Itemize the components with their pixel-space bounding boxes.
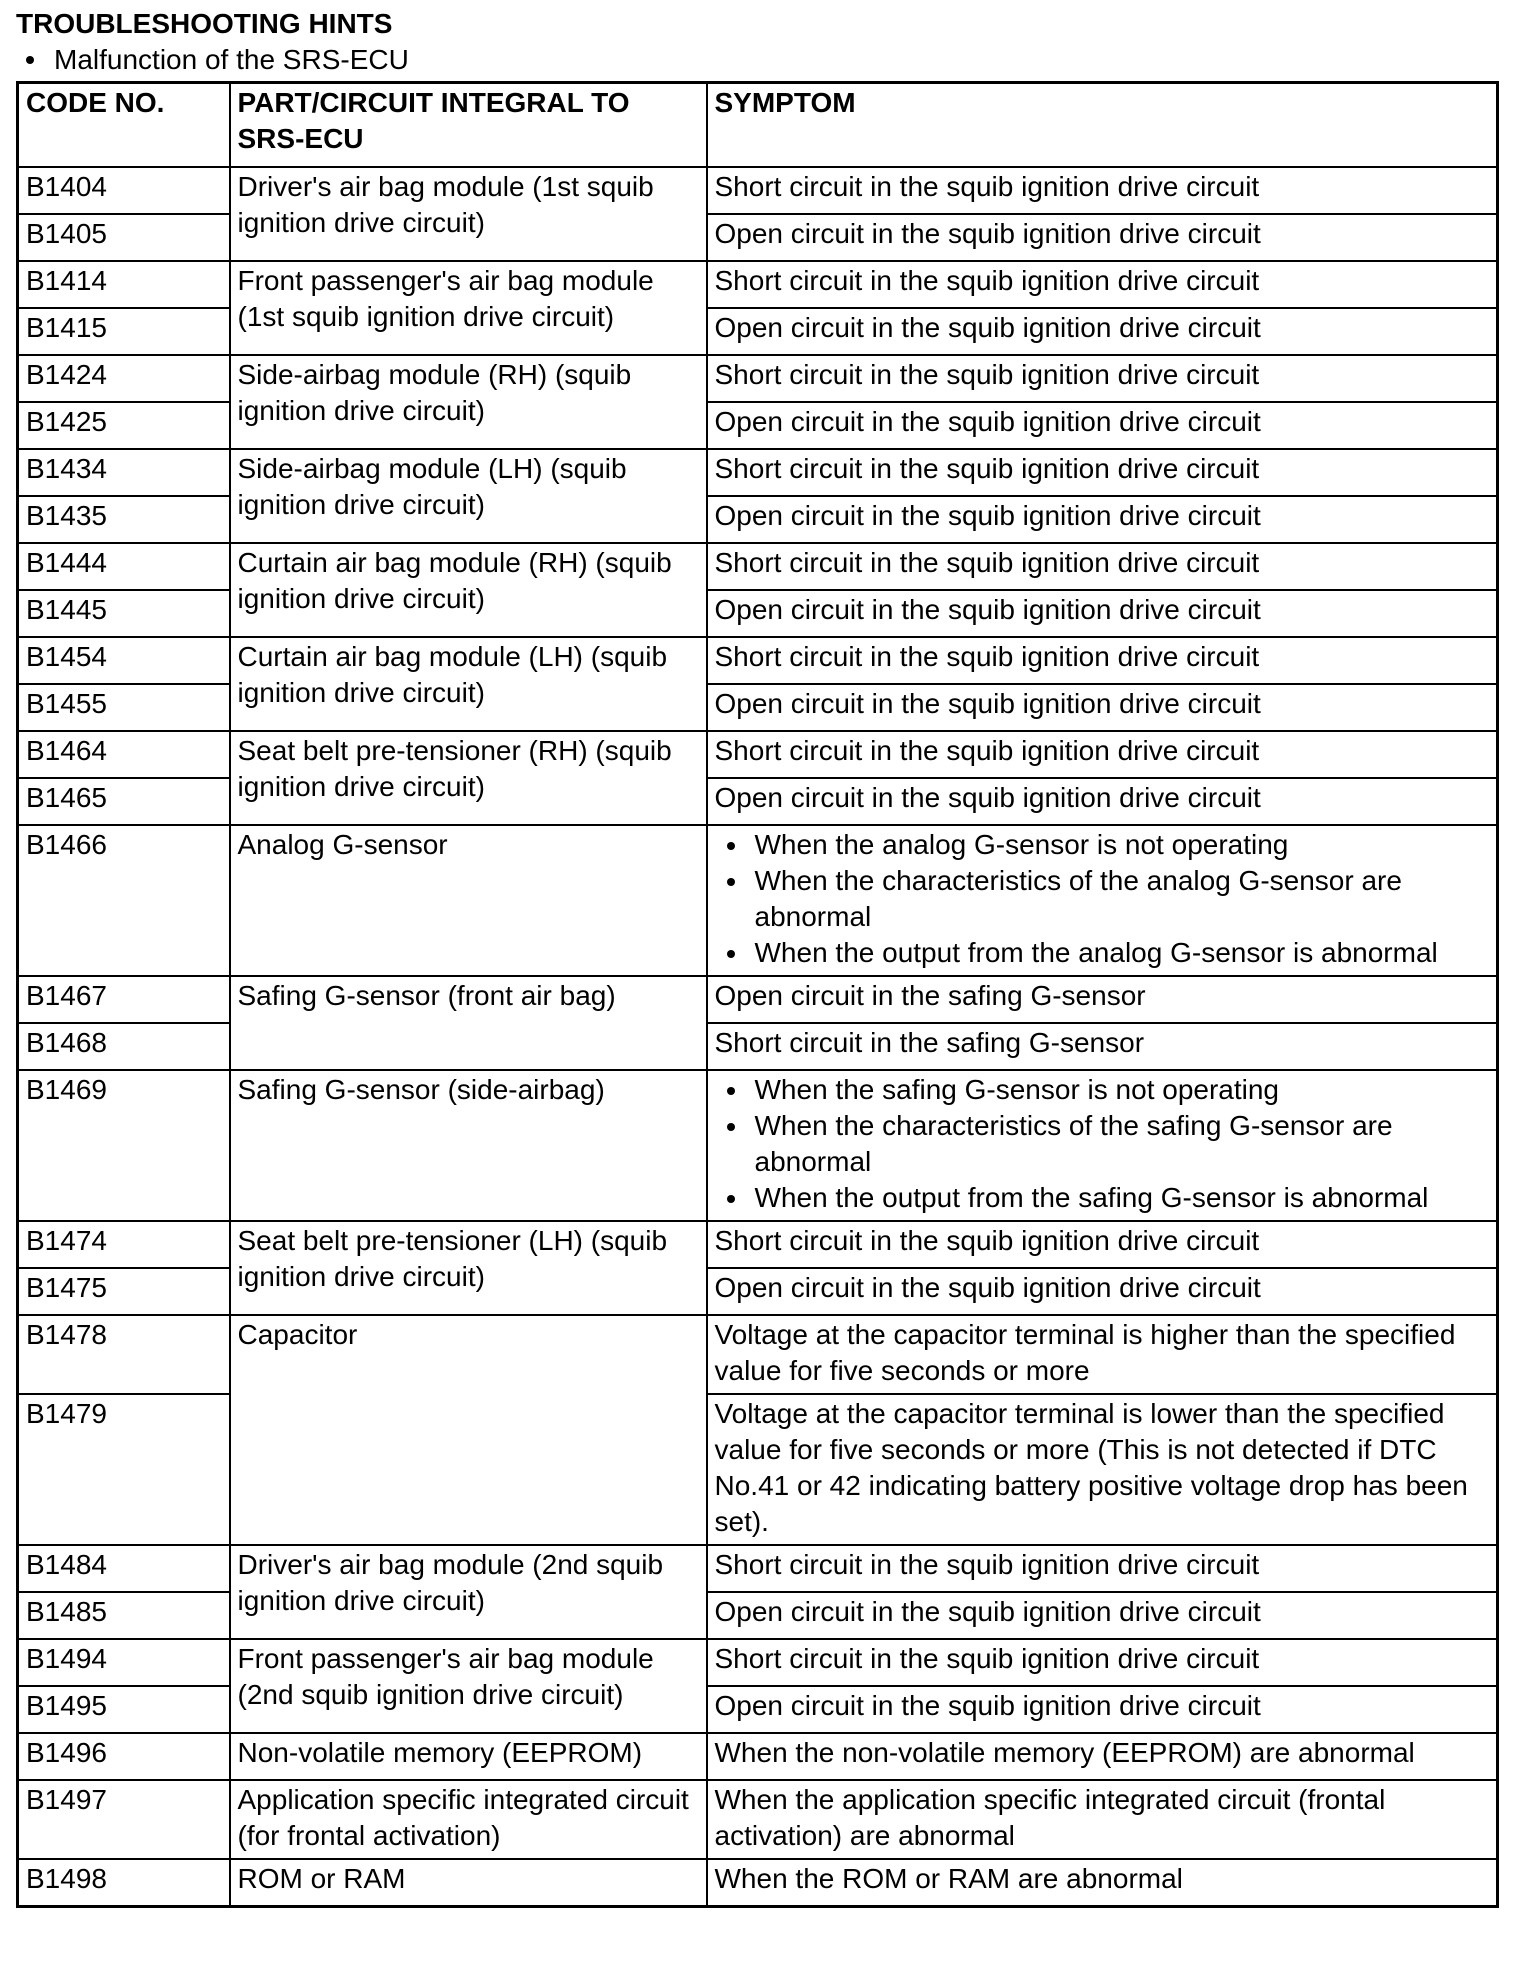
table-row bbox=[18, 1859, 1498, 1906]
part-cell: Front passenger's air bag module (1st squib ignition drive circuit) bbox=[230, 261, 707, 355]
part-cell: Front passenger's air bag module (2nd squib ignition drive circuit) bbox=[230, 1639, 707, 1733]
code-cell: B1467 bbox=[18, 976, 230, 1023]
symptom-cell: Short circuit in the squib ignition drive circuit bbox=[707, 637, 1498, 684]
code-cell: B1466 bbox=[18, 825, 230, 976]
symptom-cell: Short circuit in the squib ignition drive circuit bbox=[707, 543, 1498, 590]
part-cell: Seat belt pre-tensioner (LH) (squib ignition drive circuit) bbox=[230, 1221, 707, 1315]
code-cell: B1434 bbox=[18, 449, 230, 496]
table-row bbox=[18, 1639, 1498, 1686]
symptom-list-item: When the characteristics of the safing G-sensor are abnormal bbox=[715, 1108, 1490, 1180]
part-cell: Safing G-sensor (side-airbag) bbox=[230, 1070, 707, 1221]
table-row bbox=[18, 449, 1498, 496]
code-cell: B1455 bbox=[18, 684, 230, 731]
symptom-cell bbox=[707, 825, 1498, 976]
table-row bbox=[18, 1221, 1498, 1268]
table-row bbox=[18, 825, 1498, 976]
code-cell: B1405 bbox=[18, 214, 230, 261]
code-cell: B1404 bbox=[18, 167, 230, 214]
part-cell: Seat belt pre-tensioner (RH) (squib ignition drive circuit) bbox=[230, 731, 707, 825]
table-row bbox=[18, 167, 1498, 214]
symptom-cell: Short circuit in the squib ignition drive circuit bbox=[707, 355, 1498, 402]
code-cell: B1495 bbox=[18, 1686, 230, 1733]
code-cell: B1496 bbox=[18, 1733, 230, 1780]
code-cell: B1494 bbox=[18, 1639, 230, 1686]
table-body bbox=[18, 167, 1498, 1906]
table-row bbox=[18, 1733, 1498, 1780]
symptom-cell: Short circuit in the squib ignition drive circuit bbox=[707, 1221, 1498, 1268]
code-cell: B1465 bbox=[18, 778, 230, 825]
symptom-list-item: When the characteristics of the analog G-sensor are abnormal bbox=[715, 863, 1490, 935]
table-row bbox=[18, 1545, 1498, 1592]
symptom-cell: Short circuit in the squib ignition drive circuit bbox=[707, 1545, 1498, 1592]
code-cell: B1497 bbox=[18, 1780, 230, 1859]
symptom-cell: Short circuit in the safing G-sensor bbox=[707, 1023, 1498, 1070]
symptom-list-item: When the output from the analog G-sensor is abnormal bbox=[715, 935, 1490, 971]
symptom-cell: Open circuit in the safing G-sensor bbox=[707, 976, 1498, 1023]
part-cell: Application specific integrated circuit (for frontal activation) bbox=[230, 1780, 707, 1859]
table-row bbox=[18, 261, 1498, 308]
header-part: PART/CIRCUIT INTEGRAL TO SRS-ECU bbox=[230, 83, 707, 168]
symptom-list bbox=[715, 1072, 1490, 1216]
table-row bbox=[18, 1315, 1498, 1394]
symptom-cell: Short circuit in the squib ignition drive circuit bbox=[707, 731, 1498, 778]
symptom-cell: Open circuit in the squib ignition drive circuit bbox=[707, 308, 1498, 355]
code-cell: B1498 bbox=[18, 1859, 230, 1906]
table-row bbox=[18, 1780, 1498, 1859]
code-cell: B1469 bbox=[18, 1070, 230, 1221]
code-cell: B1484 bbox=[18, 1545, 230, 1592]
symptom-cell: Short circuit in the squib ignition drive circuit bbox=[707, 1639, 1498, 1686]
symptom-cell: Open circuit in the squib ignition drive circuit bbox=[707, 1268, 1498, 1315]
code-cell: B1414 bbox=[18, 261, 230, 308]
symptom-cell: Open circuit in the squib ignition drive circuit bbox=[707, 214, 1498, 261]
symptom-list-item: When the analog G-sensor is not operating bbox=[715, 827, 1490, 863]
symptom-cell: When the application specific integrated circuit (frontal activation) are abnormal bbox=[707, 1780, 1498, 1859]
symptom-cell: Open circuit in the squib ignition drive circuit bbox=[707, 684, 1498, 731]
part-cell: Analog G-sensor bbox=[230, 825, 707, 976]
symptom-cell: Open circuit in the squib ignition drive circuit bbox=[707, 402, 1498, 449]
code-cell: B1415 bbox=[18, 308, 230, 355]
symptom-cell: Short circuit in the squib ignition drive circuit bbox=[707, 261, 1498, 308]
symptom-cell: Open circuit in the squib ignition drive circuit bbox=[707, 590, 1498, 637]
part-cell: Side-airbag module (LH) (squib ignition drive circuit) bbox=[230, 449, 707, 543]
table-header-row bbox=[18, 83, 1498, 168]
part-cell: Driver's air bag module (1st squib ignition drive circuit) bbox=[230, 167, 707, 261]
symptom-cell: Voltage at the capacitor terminal is lower than the specified value for five seconds or more (This is not detected if DTC No.41 or 42 indicating battery positive voltage drop has been set). bbox=[707, 1394, 1498, 1545]
code-cell: B1475 bbox=[18, 1268, 230, 1315]
symptom-list-item: When the safing G-sensor is not operating bbox=[715, 1072, 1490, 1108]
symptom-cell: When the non-volatile memory (EEPROM) are abnormal bbox=[707, 1733, 1498, 1780]
code-cell: B1479 bbox=[18, 1394, 230, 1545]
code-cell: B1424 bbox=[18, 355, 230, 402]
table-row bbox=[18, 543, 1498, 590]
table-row bbox=[18, 355, 1498, 402]
bullet-icon bbox=[26, 56, 34, 64]
part-cell: Driver's air bag module (2nd squib ignition drive circuit) bbox=[230, 1545, 707, 1639]
symptom-cell: Open circuit in the squib ignition drive circuit bbox=[707, 778, 1498, 825]
symptom-cell: Voltage at the capacitor terminal is higher than the specified value for five seconds or more bbox=[707, 1315, 1498, 1394]
dtc-table bbox=[16, 81, 1499, 1908]
symptom-cell bbox=[707, 1070, 1498, 1221]
code-cell: B1444 bbox=[18, 543, 230, 590]
symptom-cell: Open circuit in the squib ignition drive circuit bbox=[707, 1592, 1498, 1639]
code-cell: B1445 bbox=[18, 590, 230, 637]
page-title: TROUBLESHOOTING HINTS bbox=[16, 8, 393, 39]
part-cell: ROM or RAM bbox=[230, 1859, 707, 1906]
symptom-cell: Short circuit in the squib ignition drive circuit bbox=[707, 449, 1498, 496]
code-cell: B1454 bbox=[18, 637, 230, 684]
subtitle-text: Malfunction of the SRS-ECU bbox=[54, 44, 409, 75]
table-row bbox=[18, 731, 1498, 778]
symptom-cell: When the ROM or RAM are abnormal bbox=[707, 1859, 1498, 1906]
code-cell: B1435 bbox=[18, 496, 230, 543]
symptom-cell: Short circuit in the squib ignition drive circuit bbox=[707, 167, 1498, 214]
header-symptom: SYMPTOM bbox=[707, 83, 1498, 168]
part-cell: Curtain air bag module (LH) (squib ignition drive circuit) bbox=[230, 637, 707, 731]
code-cell: B1485 bbox=[18, 1592, 230, 1639]
part-cell: Safing G-sensor (front air bag) bbox=[230, 976, 707, 1070]
code-cell: B1478 bbox=[18, 1315, 230, 1394]
symptom-cell: Open circuit in the squib ignition drive circuit bbox=[707, 496, 1498, 543]
part-cell: Non-volatile memory (EEPROM) bbox=[230, 1733, 707, 1780]
code-cell: B1464 bbox=[18, 731, 230, 778]
symptom-cell: Open circuit in the squib ignition drive circuit bbox=[707, 1686, 1498, 1733]
symptom-list-item: When the output from the safing G-sensor is abnormal bbox=[715, 1180, 1490, 1216]
header-code: CODE NO. bbox=[18, 83, 230, 168]
subtitle-bullet-item bbox=[26, 42, 409, 78]
table-row bbox=[18, 1070, 1498, 1221]
part-cell: Curtain air bag module (RH) (squib ignition drive circuit) bbox=[230, 543, 707, 637]
code-cell: B1474 bbox=[18, 1221, 230, 1268]
code-cell: B1425 bbox=[18, 402, 230, 449]
part-cell: Side-airbag module (RH) (squib ignition drive circuit) bbox=[230, 355, 707, 449]
code-cell: B1468 bbox=[18, 1023, 230, 1070]
table-row bbox=[18, 637, 1498, 684]
symptom-list bbox=[715, 827, 1490, 971]
part-cell: Capacitor bbox=[230, 1315, 707, 1545]
table-row bbox=[18, 976, 1498, 1023]
